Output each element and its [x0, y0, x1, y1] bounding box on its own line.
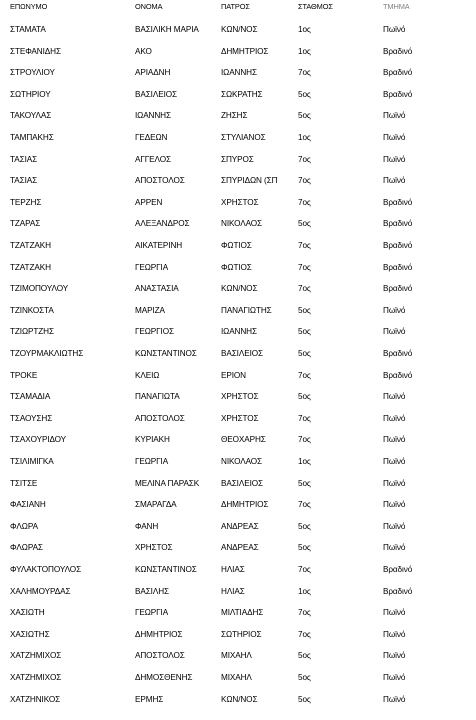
surname-cell: ΦΥΛΑΚΤΟΠΟΥΛΟΣ: [10, 565, 82, 574]
table-row: [0, 282, 476, 296]
station-cell: 1ος: [298, 25, 311, 34]
father-name-cell: ΜΙΛΤΙΑΔΗΣ: [221, 608, 264, 618]
father-name-cell: ΒΑΣΙΛΕΙΟΣ: [221, 349, 263, 358]
surname-cell: ΧΑΛΗΜΟΥΡΔΑΣ: [10, 586, 71, 596]
first-name-cell: ΚΩΝΣΤΑΝΤΙΝΟΣ: [135, 565, 197, 574]
station-cell: 1ος: [298, 133, 311, 142]
surname-cell: ΤΖΙΝΚΟΣΤΑ: [10, 305, 54, 315]
table-row: [0, 390, 476, 404]
surname-cell: ΤΖΑΡΑΣ: [10, 219, 41, 229]
department-cell: Πωϊνό: [383, 25, 406, 34]
table-row: [0, 433, 476, 447]
department-cell: Πωϊνό: [383, 327, 406, 337]
father-name-cell: ΧΡΗΣΤΟΣ: [221, 392, 259, 402]
first-name-cell: ΑΠΟΣΤΟΛΟΣ: [135, 176, 185, 186]
department-cell: Βραδινό: [383, 68, 413, 78]
station-cell: 7ος: [298, 197, 311, 207]
first-name-cell: ΜΑΡΙΖΑ: [135, 305, 165, 315]
table-row: [0, 217, 476, 231]
table-row: [0, 563, 476, 577]
department-cell: Πωϊνό: [383, 133, 406, 142]
surname-cell: ΧΑΣΙΩΤΗ: [10, 608, 45, 618]
column-header-father-name: ΠΑΤΡΟΣ: [221, 2, 250, 11]
father-name-cell: ΔΗΜΗΤΡΙΟΣ: [221, 500, 269, 510]
first-name-cell: ΚΩΝΣΤΑΝΤΙΝΟΣ: [135, 349, 197, 358]
department-cell: Πωϊνό: [383, 500, 406, 510]
first-name-cell: ΓΕΔΕΩΝ: [135, 133, 168, 142]
station-cell: 5ος: [298, 543, 311, 553]
father-name-cell: ΗΛΙΑΣ: [221, 565, 245, 574]
first-name-cell: ΠΑΝΑΓΙΩΤΑ: [135, 392, 180, 402]
table-row: [0, 153, 476, 167]
table-row: [0, 325, 476, 339]
table-row: [0, 693, 476, 707]
father-name-cell: ΜΙΧΑΗΛ: [221, 673, 252, 682]
department-cell: Πωϊνό: [383, 413, 406, 423]
department-cell: Βραδινό: [383, 241, 413, 250]
station-cell: 5ος: [298, 651, 311, 661]
table-row: [0, 347, 476, 361]
table-row: [0, 23, 476, 37]
department-cell: Βραδινό: [383, 284, 413, 294]
station-cell: 7ος: [298, 435, 311, 445]
first-name-cell: ΑΠΟΣΤΟΛΟΣ: [135, 651, 185, 661]
department-cell: Βραδινό: [383, 349, 413, 358]
first-name-cell: ΣΜΑΡΑΓΔΑ: [135, 500, 177, 510]
surname-cell: ΤΖΑΤΖΑΚΗ: [10, 241, 51, 250]
department-cell: Πωϊνό: [383, 608, 406, 618]
table-row: [0, 628, 476, 642]
station-cell: 7ος: [298, 241, 311, 250]
surname-cell: ΤΣΙΛΙΜΙΓΚΑ: [10, 457, 54, 466]
surname-cell: ΤΕΡΖΗΣ: [10, 197, 42, 207]
station-cell: 5ος: [298, 349, 311, 358]
station-cell: 7ος: [298, 500, 311, 510]
table-row: [0, 304, 476, 318]
surname-cell: ΣΤΡΟΥΛΙΟΥ: [10, 68, 55, 78]
department-cell: Βραδινό: [383, 370, 413, 380]
surname-cell: ΧΑΤΖΗΜΙΧΟΣ: [10, 673, 62, 682]
first-name-cell: ΚΥΡΙΑΚΗ: [135, 435, 170, 445]
table-row: [0, 369, 476, 383]
department-cell: Πωϊνό: [383, 629, 406, 639]
surname-cell: ΤΣΑΜΑΔΙΑ: [10, 392, 51, 402]
station-cell: 5ος: [298, 521, 311, 531]
table-row: [0, 412, 476, 426]
department-cell: Πωϊνό: [383, 521, 406, 531]
table-row: [0, 174, 476, 188]
first-name-cell: ΑΡΙΑΔΝΗ: [135, 68, 171, 78]
station-cell: 7ος: [298, 176, 311, 186]
father-name-cell: ΣΠΥΡΟΣ: [221, 154, 254, 164]
surname-cell: ΤΣΑΟΥΣΗΣ: [10, 413, 53, 423]
first-name-cell: ΑΛΕΞΑΝΔΡΟΣ: [135, 219, 190, 229]
station-cell: 7ος: [298, 629, 311, 639]
father-name-cell: ΖΗΣΗΣ: [221, 111, 248, 121]
column-header-first-name: ΟΝΟΜΑ: [135, 2, 163, 11]
father-name-cell: ΔΗΜΗΤΡΙΟΣ: [221, 46, 269, 56]
table-row: [0, 498, 476, 512]
father-name-cell: ΣΤΥΛΙΑΝΟΣ: [221, 133, 266, 142]
father-name-cell: ΙΩΑΝΝΗΣ: [221, 68, 257, 78]
first-name-cell: ΑΠΟΣΤΟΛΟΣ: [135, 413, 185, 423]
first-name-cell: ΓΕΩΡΓΙΑ: [135, 457, 169, 466]
first-name-cell: ΑΡΡΕΝ: [135, 197, 163, 207]
father-name-cell: ΑΝΔΡΕΑΣ: [221, 521, 259, 531]
surname-cell: ΦΛΩΡΑ: [10, 521, 38, 531]
department-cell: Βραδινό: [383, 565, 413, 574]
table-row: [0, 109, 476, 123]
department-cell: Πωϊνό: [383, 154, 406, 164]
department-cell: Πωϊνό: [383, 651, 406, 661]
father-name-cell: ΣΠΥΡΙΔΩΝ (ΣΠ: [221, 176, 278, 186]
table-row: [0, 649, 476, 663]
table-row: [0, 66, 476, 80]
station-cell: 7ος: [298, 608, 311, 618]
father-name-cell: ΚΩΝ/ΝΟΣ: [221, 25, 258, 34]
station-cell: 7ος: [298, 565, 311, 574]
surname-cell: ΤΣΙΤΣΕ: [10, 478, 38, 488]
surname-cell: ΤΖΟΥΡΜΑΚΛΙΩΤΗΣ: [10, 349, 84, 358]
station-cell: 5ος: [298, 111, 311, 121]
department-cell: Πωϊνό: [383, 457, 406, 466]
father-name-cell: ΠΑΝΑΓΙΩΤΗΣ: [221, 305, 272, 315]
surname-cell: ΧΑΤΖΗΜΙΧΟΣ: [10, 651, 62, 661]
department-cell: Βραδινό: [383, 219, 413, 229]
station-cell: 7ος: [298, 413, 311, 423]
column-header-department: ΤΜΗΜΑ: [383, 2, 410, 11]
table-row: [0, 520, 476, 534]
department-cell: Βραδινό: [383, 197, 413, 207]
surname-cell: ΤΣΑΧΟΥΡΙΔΟΥ: [10, 435, 67, 445]
station-cell: 5ος: [298, 694, 311, 704]
column-header-surname: ΕΠΩΝΥΜΟ: [10, 2, 48, 11]
department-cell: Πωϊνό: [383, 392, 406, 402]
father-name-cell: ΜΙΧΑΗΛ: [221, 651, 252, 661]
surname-cell: ΤΑΣΙΑΣ: [10, 154, 38, 164]
station-cell: 1ος: [298, 586, 311, 596]
surname-cell: ΧΑΤΖΗΝΙΚΟΣ: [10, 694, 61, 704]
surname-cell: ΤΖΑΤΖΑΚΗ: [10, 262, 51, 272]
table-row: [0, 88, 476, 102]
surname-cell: ΧΑΣΙΩΤΗΣ: [10, 629, 50, 639]
first-name-cell: ΦΑΝΗ: [135, 521, 159, 531]
first-name-cell: ΚΛΕΙΩ: [135, 370, 160, 380]
first-name-cell: ΒΑΣΙΛΙΚΗ ΜΑΡΙΑ: [135, 25, 199, 34]
station-cell: 5ος: [298, 305, 311, 315]
table-row: [0, 45, 476, 59]
surname-cell: ΦΛΩΡΑΣ: [10, 543, 43, 553]
station-cell: 7ος: [298, 370, 311, 380]
station-cell: 7ος: [298, 284, 311, 294]
department-cell: Πωϊνό: [383, 305, 406, 315]
father-name-cell: ΝΙΚΟΛΑΟΣ: [221, 457, 263, 466]
department-cell: Βραδινό: [383, 46, 413, 56]
first-name-cell: ΑΙΚΑΤΕΡΙΝΗ: [135, 241, 183, 250]
first-name-cell: ΕΡΜΗΣ: [135, 694, 164, 704]
first-name-cell: ΑΓΓΕΛΟΣ: [135, 154, 171, 164]
station-cell: 7ος: [298, 262, 311, 272]
father-name-cell: ΙΩΑΝΝΗΣ: [221, 327, 257, 337]
father-name-cell: ΕΡΙΟΝ: [221, 370, 246, 380]
table-row: [0, 261, 476, 275]
father-name-cell: ΑΝΔΡΕΑΣ: [221, 543, 259, 553]
surname-cell: ΤΑΣΙΑΣ: [10, 176, 38, 186]
station-cell: 1ος: [298, 457, 311, 466]
first-name-cell: ΙΩΑΝΝΗΣ: [135, 111, 171, 121]
table-row: [0, 541, 476, 555]
father-name-cell: ΝΙΚΟΛΑΟΣ: [221, 219, 263, 229]
table-row: [0, 239, 476, 253]
surname-cell: ΣΩΤΗΡΙΟΥ: [10, 89, 51, 99]
first-name-cell: ΔΗΜΟΣΘΕΝΗΣ: [135, 673, 193, 682]
department-cell: Πωϊνό: [383, 176, 406, 186]
surname-cell: ΣΤΕΦΑΝΙΔΗΣ: [10, 46, 61, 56]
father-name-cell: ΧΡΗΣΤΟΣ: [221, 197, 259, 207]
first-name-cell: ΧΡΗΣΤΟΣ: [135, 543, 173, 553]
surname-cell: ΤΖΙΩΡΤΖΗΣ: [10, 327, 54, 337]
first-name-cell: ΒΑΣΙΛΕΙΟΣ: [135, 89, 177, 99]
table-row: [0, 131, 476, 145]
first-name-cell: ΑΝΑΣΤΑΣΙΑ: [135, 284, 179, 294]
station-cell: 5ος: [298, 89, 311, 99]
father-name-cell: ΣΩΤΗΡΙΟΣ: [221, 629, 262, 639]
first-name-cell: ΜΕΛΙΝΑ ΠΑΡΑΣΚ: [135, 478, 200, 488]
department-cell: Βραδινό: [383, 586, 413, 596]
station-cell: 5ος: [298, 327, 311, 337]
department-cell: Πωϊνό: [383, 543, 406, 553]
department-cell: Πωϊνό: [383, 694, 406, 704]
station-cell: 1ος: [298, 46, 311, 56]
station-cell: 5ος: [298, 219, 311, 229]
first-name-cell: ΑΚΟ: [135, 46, 152, 56]
father-name-cell: ΒΑΣΙΛΕΙΟΣ: [221, 478, 263, 488]
father-name-cell: ΚΩΝ/ΝΟΣ: [221, 284, 258, 294]
department-cell: Πωϊνό: [383, 673, 406, 682]
table-row: [0, 455, 476, 469]
table-header-row: [0, 0, 476, 14]
father-name-cell: ΣΩΚΡΑΤΗΣ: [221, 89, 263, 99]
first-name-cell: ΓΕΩΡΓΙΑ: [135, 608, 169, 618]
father-name-cell: ΦΩΤΙΟΣ: [221, 241, 252, 250]
surname-cell: ΤΡΟΚΕ: [10, 370, 38, 380]
surname-cell: ΦΑΣΙΑΝΗ: [10, 500, 46, 510]
first-name-cell: ΒΑΣΙΛΗΣ: [135, 586, 170, 596]
station-cell: 7ος: [298, 68, 311, 78]
department-cell: Βραδινό: [383, 262, 413, 272]
surname-cell: ΤΑΜΠΑΚΗΣ: [10, 133, 54, 142]
table-row: [0, 585, 476, 599]
station-cell: 5ος: [298, 392, 311, 402]
table-row: [0, 671, 476, 685]
table-row: [0, 196, 476, 210]
father-name-cell: ΗΛΙΑΣ: [221, 586, 245, 596]
father-name-cell: ΦΩΤΙΟΣ: [221, 262, 252, 272]
father-name-cell: ΚΩΝ/ΝΟΣ: [221, 694, 258, 704]
surname-cell: ΤΖΙΜΟΠΟΥΛΟΥ: [10, 284, 69, 294]
father-name-cell: ΘΕΟΧΑΡΗΣ: [221, 435, 266, 445]
station-cell: 5ος: [298, 478, 311, 488]
father-name-cell: ΧΡΗΣΤΟΣ: [221, 413, 259, 423]
table-row: [0, 477, 476, 491]
surname-cell: ΣΤΑΜΑΤΑ: [10, 25, 46, 34]
department-cell: Βραδινό: [383, 89, 413, 99]
department-cell: Πωϊνό: [383, 111, 406, 121]
station-cell: 5ος: [298, 673, 311, 682]
department-cell: Πωϊνό: [383, 435, 406, 445]
department-cell: Πωϊνό: [383, 478, 406, 488]
column-header-station: ΣΤΑΘΜΟΣ: [298, 2, 333, 11]
first-name-cell: ΓΕΩΡΓΙΑ: [135, 262, 169, 272]
first-name-cell: ΓΕΩΡΓΙΟΣ: [135, 327, 174, 337]
table-row: [0, 606, 476, 620]
station-cell: 7ος: [298, 154, 311, 164]
first-name-cell: ΔΗΜΗΤΡΙΟΣ: [135, 629, 183, 639]
surname-cell: ΤΑΚΟΥΛΑΣ: [10, 111, 52, 121]
